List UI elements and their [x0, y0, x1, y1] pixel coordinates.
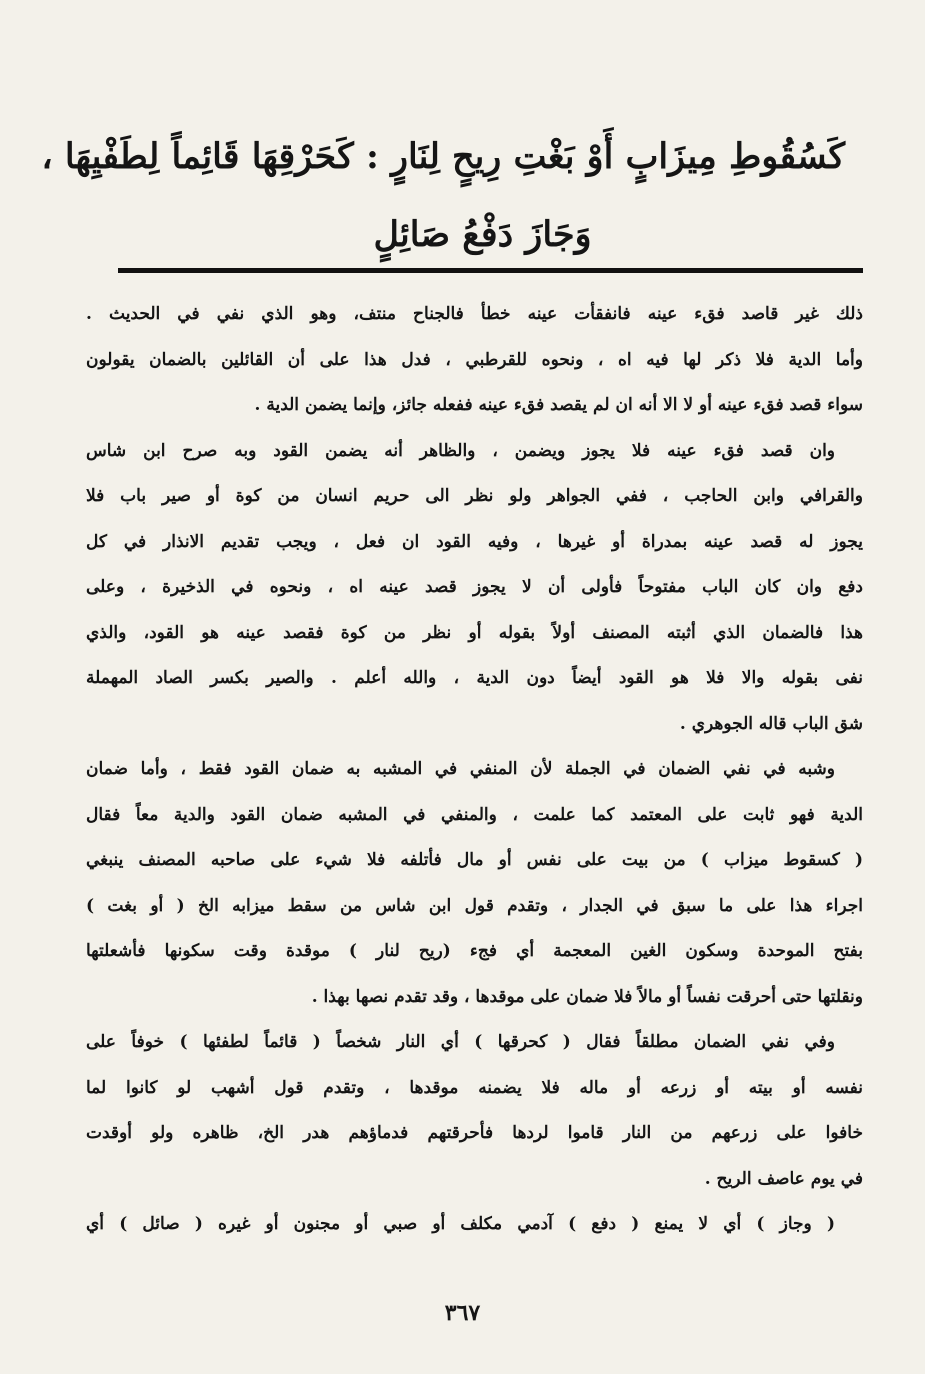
text-line: وفي نفي الضمان مطلقاً فقال ( كحرقها ) أي النار شخصاً ( قائماً لطفئها ) خوفاً على	[86, 1032, 835, 1052]
text-line: دفع وان كان الباب مفتوحاً فأولى أن لا يجوز قصد عينه اه ، ونحوه في الذخيرة ، وعلى	[86, 577, 863, 597]
text-line: نفى بقوله والا فلا هو القود أيضاً دون الدية ، والله أعلم . والصير بكسر الصاد المهملة	[86, 668, 863, 688]
text-line: يجوز له قصد عينه بمدراة أو غيرها ، وفيه القود ان فعل ، ويجب تقديم الانذار في كل	[86, 531, 863, 552]
text-line: اجراء هذا على ما سبق في الجدار ، وتقدم قول ابن شاس من سقط ميزابه الخ ( أو بغت )	[86, 895, 863, 916]
heading-divider	[118, 268, 863, 273]
text-line: والقرافي وابن الحاجب ، ففي الجواهر ولو نظر الى حريم انسان من كوة أو صير باب فلا	[86, 486, 863, 506]
text-line: ونقلتها حتى أحرقت نفساً أو مالاً فلا ضمان على موقدها ، وقد تقدم نصها بهذا .	[311, 986, 863, 1007]
text-line: خافوا على زرعهم من النار قاموا لردها فأحرقتهم فدماؤهم هدر الخ، ظاهره ولو أوقدت	[86, 1123, 863, 1143]
text-line: وشبه في نفي الضمان في الجملة لأن المنفي في المشبه به ضمان القود فقط ، وأما ضمان	[86, 759, 835, 779]
text-line: ( وجاز ) أي لا يمنع ( دفع ) آدمي مكلف أو صبي أو مجنون أو غيره ( صائل ) أي	[86, 1214, 835, 1234]
matn-heading	[41, 118, 845, 274]
paragraph-5	[86, 1202, 863, 1248]
paragraph-4	[86, 1020, 863, 1202]
text-line: بفتح الموحدة وسكون الغين المعجمة أي فجء (ريح لنار ) موقدة وقت سكونها فأشعلتها	[86, 941, 863, 961]
text-line: نفسه أو بيته أو زرعه أو ماله فلا يضمنه موقدها ، وتقدم قول أشهب لو كانوا لما	[86, 1077, 863, 1098]
text-line: وأما الدية فلا ذكر لها فيه اه ، ونحوه للقرطبي ، فدل هذا على أن القائلين بالضمان يقولون	[86, 349, 863, 370]
matn-line-2: وَجَازَ دَفْعُ صَائِلٍ	[373, 214, 592, 255]
commentary-body	[86, 292, 863, 1248]
text-line: هذا فالضمان الذي أثبته المصنف أولاً بقوله أو نظر من كوة فقصد عينه هو القود، والذي	[86, 622, 863, 643]
paragraph-2	[86, 429, 863, 748]
text-line: في يوم عاصف الريح .	[704, 1168, 863, 1189]
text-line: ( كسقوط ميزاب ) من بيت على نفس أو مال فأتلفه فلا شيء على صاحبه المصنف ينبغي	[86, 850, 863, 870]
text-line: سواء قصد فقء عينه أو لا الا أنه ان لم يقصد فقء عينه ففعله جائز، وإنما يضمن الدية .	[254, 395, 863, 415]
text-line: ذلك غير قاصد فقء عينه فانفقأت عينه خطأ فالجناح منتف، وهو الذي نفي في الحديث .	[86, 304, 863, 324]
text-line: شق الباب قاله الجوهري .	[679, 713, 863, 734]
text-line: الدية فهو ثابت على المعتمد كما علمت ، والمنفي في المشبه ضمان القود والدية معاً فقال	[86, 804, 863, 825]
paragraph-3	[86, 747, 863, 1020]
paragraph-1	[86, 292, 863, 429]
text-line: وان قصد فقء عينه فلا يجوز ويضمن ، والظاهر أنه يضمن القود وبه صرح ابن شاس	[86, 440, 835, 461]
matn-line-1: كَسُقُوطِ مِيزَابٍ أَوْ بَغْتِ رِيحٍ لِنَارٍ : كَحَرْقِهَا قَائِماً لِطَفْيِهَا ،	[41, 136, 845, 177]
page-number: ٣٦٧	[444, 1300, 481, 1326]
